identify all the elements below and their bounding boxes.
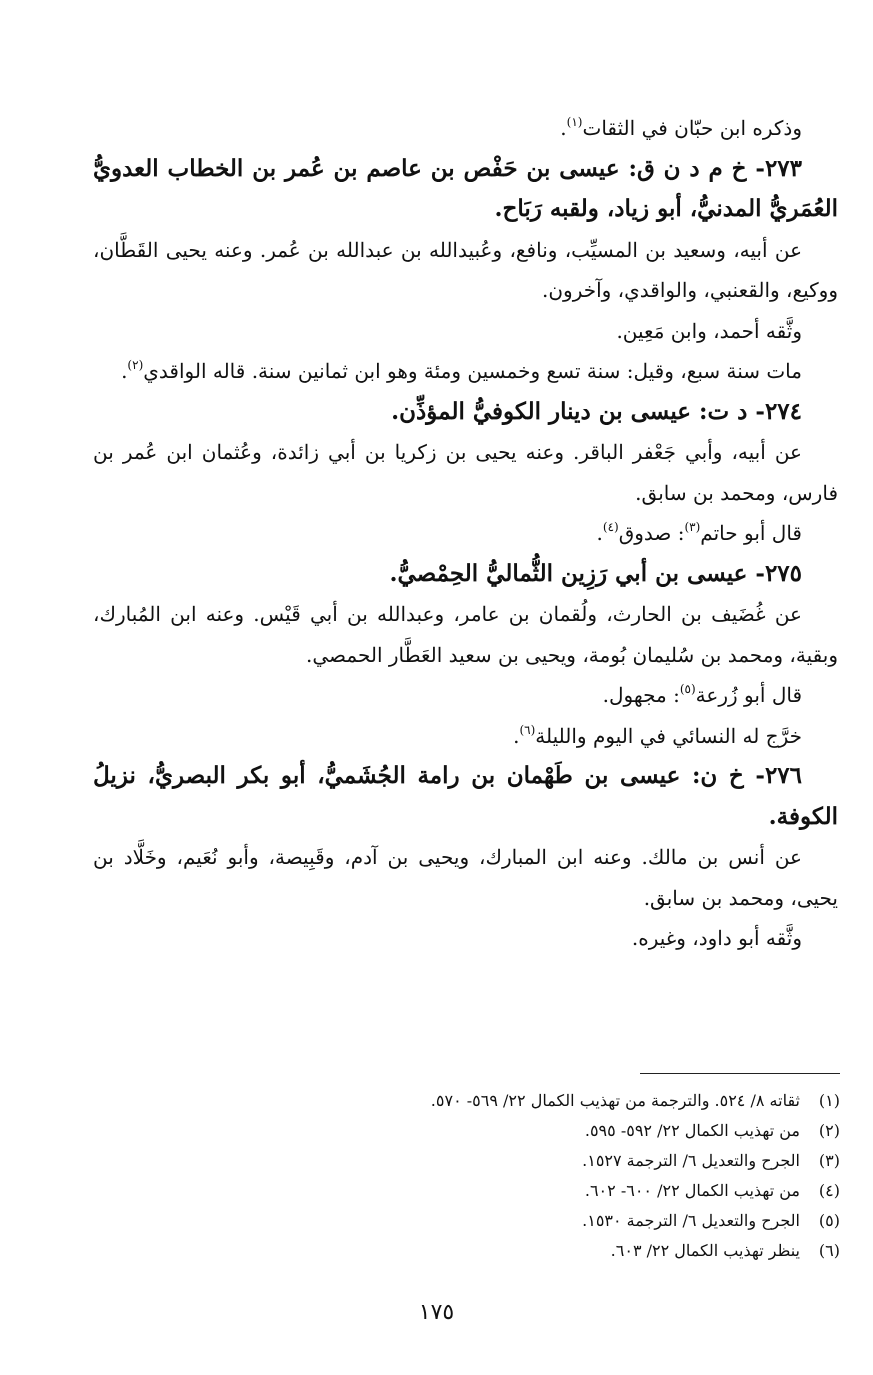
paragraph: وثَّقه أحمد، وابن مَعِين. <box>616 318 802 343</box>
page-number: ١٧٥ <box>418 1300 455 1325</box>
paragraph: عن أبيه، وسعيد بن المسيِّب، ونافع، وعُبيدالله بن عبدالله بن عُمر. وعنه يحيى القَطَّان، ووكيع، والقعنبي، والواقدي، وآخرون. <box>93 237 838 302</box>
footnote-ref: (٥) <box>679 682 696 696</box>
footnote <box>93 1206 840 1236</box>
footnote-text: الجرح والتعديل ٦/ الترجمة ١٥٢٧. <box>582 1151 800 1170</box>
footnote <box>93 1086 840 1116</box>
footnote-text: ثقاته ٨/ ٥٢٤. والترجمة من تهذيب الكمال ٢٢/ ٥٦٩- ٥٧٠. <box>430 1091 800 1110</box>
paragraph <box>93 513 838 554</box>
paragraph-text: : صدوق <box>618 521 685 545</box>
entry-heading-276: ٢٧٦- خ ن: عيسى بن طَهْمان بن رامة الجُشَميُّ، أبو بكر البصريُّ، نزيلُ الكوفة. <box>93 762 838 830</box>
footnote-ref: (٢) <box>127 358 144 372</box>
paragraph <box>93 675 838 716</box>
footnote-number: (٣) <box>818 1151 840 1170</box>
footnote-ref: (٣) <box>684 520 701 534</box>
main-text <box>93 108 838 959</box>
footnote-number: (٥) <box>818 1211 840 1230</box>
paragraph-text: مات سنة سبع، وقيل: سنة تسع وخمسين ومئة وهو ابن ثمانين سنة. قاله الواقدي <box>143 359 802 383</box>
entry-heading-273: ٢٧٣- خ م د ن ق: عيسى بن حَفْص بن عاصم بن عُمر بن الخطاب العدويُّ العُمَريُّ المدنيُّ، أبو زياد، ولقبه رَبَاح. <box>93 154 838 222</box>
entry-heading-275: ٢٧٥- عيسى بن أبي رَزِين الثُّماليُّ الحِمْصيُّ. <box>389 559 802 587</box>
footnote-ref: (٤) <box>602 520 619 534</box>
footnote-number: (١) <box>818 1091 840 1110</box>
paragraph-text: قال أبو حاتم <box>700 521 802 545</box>
footnote-ref: (٦) <box>519 722 536 737</box>
punctuation: . <box>121 359 128 383</box>
paragraph-text: : مجهول. <box>602 683 680 707</box>
footnote-number: (٢) <box>818 1121 840 1140</box>
punctuation: . <box>596 521 603 545</box>
footnote-text: من تهذيب الكمال ٢٢/ ٦٠٠- ٦٠٢. <box>584 1181 800 1200</box>
paragraph-text: وذكره ابن حبّان في الثقات <box>582 116 802 140</box>
paragraph <box>93 108 838 149</box>
footnote-number: (٦) <box>818 1241 840 1260</box>
footnote-text: ينظر تهذيب الكمال ٢٢/ ٦٠٣. <box>610 1241 800 1260</box>
footnote <box>93 1146 840 1176</box>
paragraph-text: قال أبو زُرعة <box>695 683 802 707</box>
paragraph: عن أنس بن مالك. وعنه ابن المبارك، ويحيى بن آدم، وقَبِيصة، وأبو نُعَيم، وخَلَّاد بن يحيى، ومحمد بن سابق. <box>93 845 838 910</box>
paragraph <box>93 716 838 757</box>
footnote <box>93 1176 840 1206</box>
paragraph: عن أبيه، وأبي جَعْفر الباقر. وعنه يحيى بن زكريا بن أبي زائدة، وعُثمان ابن عُمر بن فارس، ومحمد بن سابق. <box>93 440 838 505</box>
entry-heading-274: ٢٧٤- د ت: عيسى بن دينار الكوفيُّ المؤذِّن. <box>391 397 802 425</box>
paragraph: وثَّقه أبو داود، وغيره. <box>631 926 802 950</box>
footnote-text: الجرح والتعديل ٦/ الترجمة ١٥٣٠. <box>582 1211 800 1230</box>
paragraph: عن غُضَيف بن الحارث، ولُقمان بن عامر، وعبدالله بن أبي قَيْس. وعنه ابن المُبارك، وبقية، ومحمد بن سُليمان بُومة، ويحيى بن سعيد العَطَّار الحمصي. <box>93 602 838 667</box>
paragraph <box>93 351 838 392</box>
footnote-number: (٤) <box>818 1181 840 1200</box>
punctuation: . <box>513 723 520 748</box>
footnote-ref: (١) <box>566 115 583 129</box>
footnotes <box>93 1086 840 1266</box>
footnote <box>93 1236 840 1266</box>
punctuation: . <box>560 116 567 140</box>
footnote-text: من تهذيب الكمال ٢٢/ ٥٩٢- ٥٩٥. <box>584 1121 800 1140</box>
footnote-divider <box>640 1073 840 1074</box>
paragraph-text: خرَّج له النسائي في اليوم والليلة <box>535 723 802 748</box>
footnote <box>93 1116 840 1146</box>
